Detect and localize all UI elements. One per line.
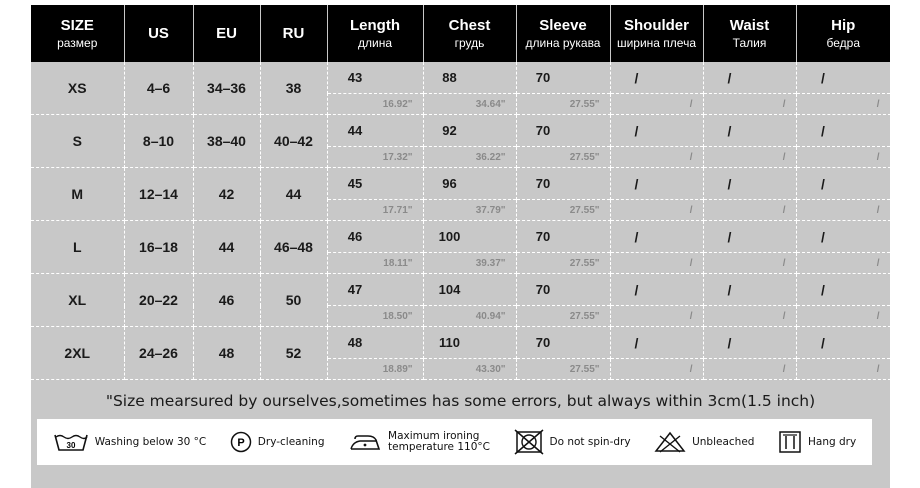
us-cell: 8–10 — [124, 115, 193, 168]
size-cell: S — [31, 115, 124, 168]
table-row — [31, 274, 890, 306]
length-cm-value: 48 — [347, 335, 363, 350]
hip-inch-cell: / — [796, 306, 890, 327]
shoulder-inch-cell: / — [610, 200, 703, 221]
chest-inch-cell: 39.37" — [423, 253, 516, 274]
chest-cm-value: 92 — [442, 123, 457, 138]
hip-inch-cell: / — [796, 94, 890, 115]
length-cm-value: 44 — [347, 123, 363, 138]
length-inch-cell: 17.32" — [327, 147, 423, 168]
care-label: Hang dry — [807, 435, 857, 448]
header-waist: Waist Талия — [703, 5, 796, 62]
table-row — [31, 62, 890, 94]
ru-cell: 40–42 — [260, 115, 327, 168]
chest-cm-cell — [423, 327, 516, 359]
hip-cm-value: / — [821, 334, 825, 351]
ru-cell: 46–48 — [260, 221, 327, 274]
sleeve-inch-cell: 27.55" — [516, 200, 610, 221]
length-cm-value: 43 — [347, 70, 363, 85]
dry-cleaning-icon — [230, 431, 252, 453]
waist-inch-cell: / — [703, 147, 796, 168]
waist-inch-cell: / — [703, 200, 796, 221]
length-inch-cell: 18.50" — [327, 306, 423, 327]
svg-text:30: 30 — [66, 441, 76, 450]
sleeve-cm-cell — [516, 62, 610, 94]
size-note: "Size mearsured by ourselves,sometimes has some errors, but always within 3cm(1.5 inch) — [105, 392, 816, 410]
sleeve-inch-cell: 27.55" — [516, 253, 610, 274]
size-table — [31, 5, 891, 380]
length-cm-cell — [327, 62, 423, 94]
length-cm-value: 45 — [347, 176, 363, 191]
length-inch-cell: 16.92" — [327, 94, 423, 115]
sleeve-cm-cell — [516, 221, 610, 253]
eu-cell: 44 — [193, 221, 260, 274]
shoulder-cm-value: / — [634, 281, 639, 298]
ru-cell: 52 — [260, 327, 327, 380]
shoulder-inch-cell: / — [610, 306, 703, 327]
table-row — [31, 168, 890, 200]
care-item — [778, 430, 856, 454]
chest-cm-cell — [423, 274, 516, 306]
waist-cm-cell — [703, 115, 796, 147]
shoulder-cm-cell — [610, 221, 703, 253]
shoulder-cm-cell — [610, 62, 703, 94]
size-cell: L — [31, 221, 124, 274]
header-us: US — [124, 5, 193, 62]
length-cm-cell — [327, 221, 423, 253]
sleeve-cm-value: 70 — [535, 70, 551, 85]
hip-cm-value: / — [821, 69, 825, 86]
sleeve-cm-cell — [516, 274, 610, 306]
svg-text:P: P — [237, 437, 245, 449]
waist-cm-cell — [703, 221, 796, 253]
chest-cm-cell — [423, 115, 516, 147]
size-cell: M — [31, 168, 124, 221]
care-label: Unbleached — [692, 435, 755, 448]
waist-cm-value: / — [727, 228, 732, 245]
table-row — [31, 115, 890, 147]
care-label: Maximum ironing temperature 110°C — [388, 430, 490, 453]
shoulder-cm-cell — [610, 115, 703, 147]
header-length: Length длина — [327, 5, 423, 62]
chest-inch-cell: 36.22" — [423, 147, 516, 168]
hip-cm-cell — [796, 221, 890, 253]
hip-cm-value: / — [821, 122, 825, 139]
washing-30-icon — [53, 431, 89, 453]
us-cell: 16–18 — [124, 221, 193, 274]
length-inch-cell: 18.89" — [327, 359, 423, 380]
hip-cm-cell — [796, 168, 890, 200]
waist-cm-cell — [703, 274, 796, 306]
ru-cell: 50 — [260, 274, 327, 327]
length-cm-value: 47 — [347, 282, 363, 297]
length-inch-cell: 17.71" — [327, 200, 423, 221]
header-hip: Hip бедра — [796, 5, 890, 62]
care-label: Dry-cleaning — [257, 435, 325, 448]
us-cell: 12–14 — [124, 168, 193, 221]
shoulder-inch-cell: / — [610, 359, 703, 380]
sleeve-cm-value: 70 — [535, 123, 551, 138]
chest-inch-cell: 40.94" — [423, 306, 516, 327]
shoulder-cm-cell — [610, 327, 703, 359]
waist-inch-cell: / — [703, 253, 796, 274]
ru-cell: 44 — [260, 168, 327, 221]
length-cm-cell — [327, 168, 423, 200]
eu-cell: 48 — [193, 327, 260, 380]
hip-cm-cell — [796, 115, 890, 147]
waist-cm-cell — [703, 327, 796, 359]
chest-inch-cell: 37.79" — [423, 200, 516, 221]
us-cell: 20–22 — [124, 274, 193, 327]
header-shoulder: Shoulder ширина плеча — [610, 5, 703, 62]
eu-cell: 42 — [193, 168, 260, 221]
header-ru: RU — [260, 5, 327, 62]
hip-cm-value: / — [821, 281, 825, 298]
care-item — [230, 431, 325, 453]
care-instructions — [37, 419, 872, 465]
chest-cm-value: 104 — [438, 282, 461, 297]
shoulder-inch-cell: / — [610, 94, 703, 115]
waist-cm-value: / — [727, 122, 732, 139]
waist-cm-value: / — [727, 69, 732, 86]
waist-cm-cell — [703, 62, 796, 94]
chest-inch-cell: 34.64" — [423, 94, 516, 115]
sleeve-inch-cell: 27.55" — [516, 306, 610, 327]
shoulder-cm-value: / — [634, 175, 639, 192]
header-size: SIZE размер — [31, 5, 124, 62]
sleeve-cm-value: 70 — [535, 282, 551, 297]
chest-cm-value: 110 — [439, 335, 460, 350]
waist-inch-cell: / — [703, 359, 796, 380]
shoulder-cm-value: / — [634, 69, 639, 86]
hip-cm-cell — [796, 62, 890, 94]
header-sleeve: Sleeve длина рукава — [516, 5, 610, 62]
sleeve-cm-cell — [516, 327, 610, 359]
waist-cm-cell — [703, 168, 796, 200]
chest-cm-cell — [423, 168, 516, 200]
size-cell: XL — [31, 274, 124, 327]
size-cell: 2XL — [31, 327, 124, 380]
shoulder-cm-cell — [610, 274, 703, 306]
us-cell: 24–26 — [124, 327, 193, 380]
waist-inch-cell: / — [703, 94, 796, 115]
eu-cell: 46 — [193, 274, 260, 327]
size-cell: XS — [31, 62, 124, 115]
care-item — [654, 430, 754, 454]
shoulder-cm-value: / — [634, 334, 639, 351]
waist-cm-value: / — [727, 175, 732, 192]
chest-cm-cell — [423, 221, 516, 253]
waist-inch-cell: / — [703, 306, 796, 327]
care-item — [53, 431, 207, 453]
care-label: Washing below 30 °C — [94, 435, 207, 448]
hip-cm-cell — [796, 274, 890, 306]
ru-cell: 38 — [260, 62, 327, 115]
shoulder-cm-value: / — [634, 122, 639, 139]
chest-cm-value: 96 — [442, 176, 457, 191]
sleeve-cm-value: 70 — [535, 176, 551, 191]
chest-cm-value: 100 — [438, 229, 461, 244]
waist-cm-value: / — [727, 281, 732, 298]
care-item — [348, 431, 490, 453]
hip-inch-cell: / — [796, 359, 890, 380]
chest-cm-cell — [423, 62, 516, 94]
hip-cm-cell — [796, 327, 890, 359]
length-inch-cell: 18.11" — [327, 253, 423, 274]
iron-icon — [348, 432, 382, 452]
waist-cm-value: / — [727, 334, 732, 351]
hip-inch-cell: / — [796, 253, 890, 274]
sleeve-cm-value: 70 — [535, 229, 551, 244]
care-label: Do not spin-dry — [549, 435, 631, 448]
shoulder-cm-cell — [610, 168, 703, 200]
us-cell: 4–6 — [124, 62, 193, 115]
length-cm-cell — [327, 327, 423, 359]
eu-cell: 34–36 — [193, 62, 260, 115]
no-spin-dry-icon — [514, 429, 544, 455]
sleeve-inch-cell: 27.55" — [516, 94, 610, 115]
sleeve-cm-cell — [516, 168, 610, 200]
care-item — [514, 429, 631, 455]
hip-inch-cell: / — [796, 200, 890, 221]
length-cm-value: 46 — [347, 229, 363, 244]
hip-cm-value: / — [821, 228, 825, 245]
header-row — [31, 5, 890, 62]
sleeve-inch-cell: 27.55" — [516, 147, 610, 168]
sleeve-cm-cell — [516, 115, 610, 147]
sleeve-inch-cell: 27.55" — [516, 359, 610, 380]
shoulder-cm-value: / — [634, 228, 639, 245]
header-eu: EU — [193, 5, 260, 62]
table-row — [31, 327, 890, 359]
eu-cell: 38–40 — [193, 115, 260, 168]
size-chart — [31, 5, 890, 488]
chest-cm-value: 88 — [442, 70, 457, 85]
hip-inch-cell: / — [796, 147, 890, 168]
length-cm-cell — [327, 274, 423, 306]
chest-inch-cell: 43.30" — [423, 359, 516, 380]
shoulder-inch-cell: / — [610, 147, 703, 168]
hip-cm-value: / — [821, 175, 825, 192]
no-bleach-icon — [654, 430, 686, 454]
sleeve-cm-value: 70 — [535, 335, 551, 350]
hang-dry-icon — [778, 430, 802, 454]
shoulder-inch-cell: / — [610, 253, 703, 274]
table-row — [31, 221, 890, 253]
header-chest: Chest грудь — [423, 5, 516, 62]
length-cm-cell — [327, 115, 423, 147]
